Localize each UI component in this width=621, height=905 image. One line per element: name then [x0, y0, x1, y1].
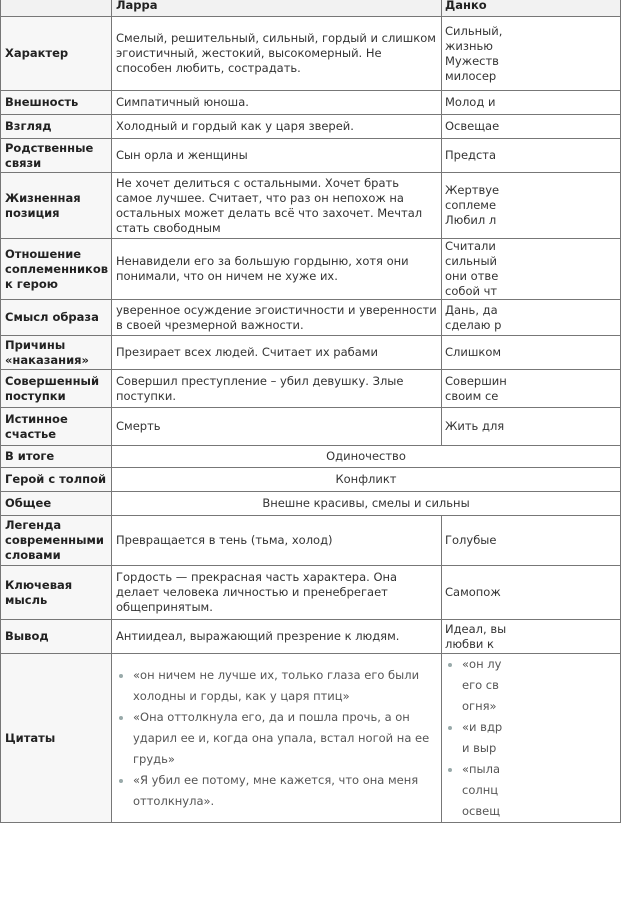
quote-fragment: огня»: [462, 699, 497, 713]
table-row: [1, 239, 621, 300]
merged-value: Конфликт: [112, 468, 621, 492]
quote-item: [462, 654, 616, 717]
danko-value: [442, 239, 621, 300]
danko-value: [442, 336, 621, 370]
larra-value: Не хочет делиться с остальными. Хочет брать самое лучшее. Считает, что раз он непохож на остальных может делать всё что захочет. Мечтал стать свободным: [112, 173, 442, 239]
table-row: [1, 620, 621, 654]
danko-value: [442, 91, 621, 115]
quote-fragment: его св: [462, 678, 499, 692]
danko-quotes: [442, 654, 621, 823]
row-label: Отношение соплеменников к герою: [1, 239, 112, 300]
danko-fragment: Идеал, вы: [445, 621, 507, 636]
danko-fragment: они отве: [445, 269, 499, 283]
danko-fragment: сделаю р: [445, 317, 502, 332]
table-row: [1, 139, 621, 173]
danko-value: [442, 620, 621, 654]
larra-value: уверенное осуждение эгоистичности и уверенности в своей чрезмерной важности.: [112, 300, 442, 336]
row-label: Истинное счастье: [1, 408, 112, 446]
danko-fragment: любви к: [445, 636, 494, 651]
danko-fragment: своим се: [445, 388, 499, 403]
danko-value: [442, 17, 621, 91]
table-row: [1, 408, 621, 446]
danko-fragment: Молод и: [445, 95, 496, 109]
table-row: [1, 566, 621, 620]
table-row: [1, 492, 621, 516]
danko-value: [442, 516, 621, 566]
danko-fragment: соплеме: [445, 198, 497, 212]
larra-quote-list: [116, 665, 437, 812]
table-row: [1, 17, 621, 91]
table-row: [1, 115, 621, 139]
larra-value: Смелый, решительный, сильный, гордый и слишком эгоистичный, жестокий, высокомерный. Не способен любить, сострадать.: [112, 17, 442, 91]
quote-fragment: «он лу: [462, 657, 502, 671]
quote-fragment: «и вдр: [462, 720, 503, 734]
table-row: [1, 468, 621, 492]
danko-fragment: Слишком: [445, 345, 502, 359]
danko-fragment: Мужеств: [445, 53, 499, 68]
quote-item: • «Она оттолкнула его, да и пошла прочь, а он ударил ее и, когда она упала, встал ногой на ее грудь»: [133, 707, 437, 770]
quote-item: [462, 759, 616, 822]
row-label: Общее: [1, 492, 112, 516]
larra-value: Антиидеал, выражающий презрение к людям.: [112, 620, 442, 654]
header-danko: Данко: [442, 0, 621, 17]
danko-fragment: Считали: [445, 239, 496, 253]
danko-fragment: милосер: [445, 68, 497, 83]
quote-item: [462, 717, 616, 759]
table-row: [1, 173, 621, 239]
danko-fragment: Дань, да: [445, 302, 498, 317]
danko-value: [442, 173, 621, 239]
danko-value: [442, 408, 621, 446]
danko-fragment: Любил л: [445, 213, 497, 227]
quote-item: • «он ничем не лучше их, только глаза его были холодны и горды, как у царя птиц»: [133, 665, 437, 707]
danko-value: [442, 300, 621, 336]
table-row: [1, 336, 621, 370]
danko-fragment: Совершин: [445, 373, 507, 388]
quote-fragment: солнц: [462, 783, 499, 797]
danko-fragment: жизнью: [445, 38, 493, 53]
danko-fragment: Жить для: [445, 419, 505, 433]
header-larra: Ларра: [112, 0, 442, 17]
larra-value: Превращается в тень (тьма, холод): [112, 516, 442, 566]
danko-quote-list: [445, 654, 616, 822]
larra-quotes: [112, 654, 442, 823]
row-label: Цитаты: [1, 654, 112, 823]
danko-fragment: Жертвуе: [445, 183, 500, 197]
danko-value: [442, 370, 621, 408]
danko-fragment: сильный: [445, 254, 497, 268]
quote-fragment: «пыла: [462, 762, 501, 776]
quote-fragment: освещ: [462, 804, 501, 818]
row-label: Жизненная позиция: [1, 173, 112, 239]
row-label: Смысл образа: [1, 300, 112, 336]
larra-value: Симпатичный юноша.: [112, 91, 442, 115]
row-label: Родственные связи: [1, 139, 112, 173]
larra-value: Сын орла и женщины: [112, 139, 442, 173]
larra-value: Смерть: [112, 408, 442, 446]
header-row: [1, 0, 621, 17]
row-label: Внешность: [1, 91, 112, 115]
danko-fragment: собой чт: [445, 284, 498, 298]
merged-value: Внешне красивы, смелы и сильны: [112, 492, 621, 516]
row-label: Причины «наказания»: [1, 336, 112, 370]
row-label: Совершенный поступки: [1, 370, 112, 408]
quote-fragment: и выр: [462, 741, 497, 755]
danko-fragment: Голубые: [445, 533, 497, 547]
danko-value: [442, 115, 621, 139]
danko-fragment: Предста: [445, 148, 497, 162]
row-label: Легенда современными словами: [1, 516, 112, 566]
merged-value: Одиночество: [112, 446, 621, 468]
danko-fragment: Освещае: [445, 119, 500, 133]
table-row: [1, 446, 621, 468]
danko-fragment: Сильный,: [445, 23, 503, 38]
row-label: Ключевая мысль: [1, 566, 112, 620]
quotes-row: [1, 654, 621, 823]
larra-value: Холодный и гордый как у царя зверей.: [112, 115, 442, 139]
quote-item: • «Я убил ее потому, мне кажется, что она меня оттолкнула».: [133, 770, 437, 812]
row-label: Взгляд: [1, 115, 112, 139]
larra-value: Гордость — прекрасная часть характера. Она делает человека личностью и пренебрегает общепринятым.: [112, 566, 442, 620]
larra-value: Презирает всех людей. Считает их рабами: [112, 336, 442, 370]
row-label: В итоге: [1, 446, 112, 468]
row-label: Характер: [1, 17, 112, 91]
larra-value: Совершил преступление – убил девушку. Злые поступки.: [112, 370, 442, 408]
danko-value: [442, 139, 621, 173]
table-row: [1, 91, 621, 115]
danko-fragment: Самопож: [445, 585, 501, 599]
larra-value: Ненавидели его за большую гордыню, хотя они понимали, что он ничем не хуже их.: [112, 239, 442, 300]
row-label: Герой с толпой: [1, 468, 112, 492]
header-empty-cell: [1, 0, 112, 17]
table-row: [1, 516, 621, 566]
row-label: Вывод: [1, 620, 112, 654]
table-row: [1, 300, 621, 336]
table-row: [1, 370, 621, 408]
danko-value: [442, 566, 621, 620]
